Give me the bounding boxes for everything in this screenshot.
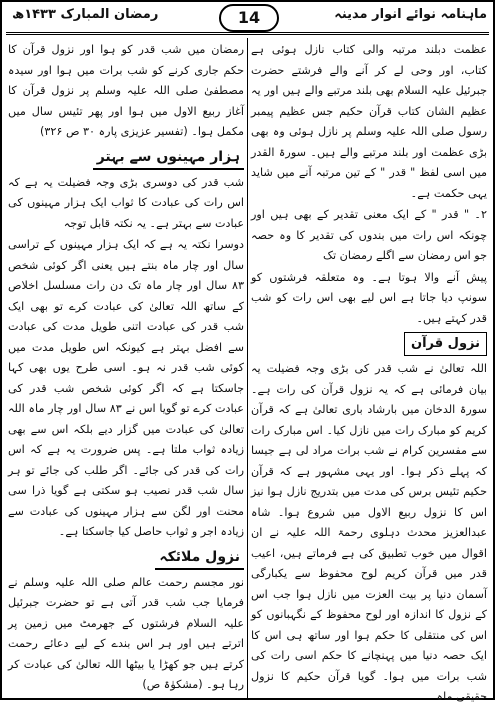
paragraph: رمضان میں شب قدر کو ہوا اور نزول قرآن کا حکم جاری کرنے کو شب برات میں ہوا اور سیدہ مصطفیٰ صلی اللہ علیہ وسلم پر نزول قرآن کا آغاز ربیع الاول میں ہوا اور پھر تئیس سال میں مکمل ہوا۔ (تفسیر عزیزی پارہ ۳۰ ص ۳۲۶) bbox=[8, 43, 244, 138]
heading-text: نزول ملائکہ bbox=[155, 546, 244, 570]
section-heading bbox=[8, 546, 244, 570]
paragraph: نور مجسم رحمت عالم صلی اللہ علیہ وسلم نے فرمایا جب شب قدر آتی ہے تو حضرت جبرئیل علیہ السلام فرشتوں کے جھرمٹ میں زمین پر اترتے ہیں اور ہر اس بندے کے لیے دعائے رحمت کرتے ہیں جو کھڑا یا بیٹھا اللہ تعالیٰ کی عبادت کر رہا ہو۔ (مشکوٰۃ ص) bbox=[8, 575, 244, 691]
section-heading bbox=[251, 332, 487, 356]
header-rule bbox=[6, 32, 489, 35]
magazine-title: ماہنامہ نوائے انوار مدینہ bbox=[334, 7, 487, 22]
paragraph: عظمت دبلند مرتبہ والی کتاب نازل ہوئی ہے کتاب، اور وحی لے کر آنے والے فرشتے حضرت جبرئیل علیہ السلام بھی بلند مرتبے والے ہیں اور یہ عظیم الشان کتاب قرآن حکیم جس عظیم پیمبر رسول صلی اللہ علیہ وسلم پر نازل ہوئی وہ بھی بڑی عظمت اور بلند مرتبے والے ہیں۔ سورۃ القدر میں اسی لفظ " قدر " کے تین مرتبہ آنے میں شاید یہی حکمت ہے۔ bbox=[251, 43, 487, 200]
page-number: 14 bbox=[219, 4, 279, 32]
issue-date: رمضان المبارک ۱۴۳۳ھ bbox=[12, 7, 159, 22]
right-column bbox=[251, 40, 487, 709]
section-heading bbox=[8, 146, 244, 170]
heading-text: ہزار مہینوں سے بہتر bbox=[93, 146, 244, 170]
paragraph: پیش آنے والا ہوتا ہے۔ وہ متعلقہ فرشتوں کو سونپ دیا جاتا ہے اس لیے بھی اس رات کو شب قدر کہتے ہیں۔ bbox=[251, 270, 487, 325]
paragraph: ۲۔ " قدر " کے ایک معنی تقدیر کے بھی ہیں اور چونکہ اس رات میں بندوں کی تقدیر کا وہ حصہ جو اس رمضان سے اگلے رمضان تک bbox=[251, 208, 487, 262]
paragraph: دوسرا نکتہ یہ ہے کہ ایک ہزار مہینوں کے تراسی سال اور چار ماہ بنتے ہیں یعنی اگر کوئی شخص ۸۳ سال اور چار ماہ تک دن رات مسلسل اخلاص کے ساتھ اللہ تعالیٰ کی عبادت کرے تو بھی ایک شب قدر کی عبادت اتنی طویل مدت کی عبادت سے افضل بہتر ہے کیونکہ اس طویل مدت میں کوئی شب قدر نہ ہو۔ اسی طرح یوں بھی کہا جاسکتا ہے کہ اگر کوئی شخص شب قدر کی عبادت کرے تو گویا اس نے ۸۳ سال اور چار ماہ اللہ تعالیٰ کی عبادت میں گزار دیے بلکہ اس سے بھی زیادہ ثواب ملتا ہے۔ پس ضرورت یہ ہے کہ اس رات کی قدر کی جائے۔ اگر طلب کی جائے تو ہر سال شب قدر نصیب ہو سکتی ہے گویا ذرا سی محنت اور لگن سے ہزار مہینوں کی عبادت سے زیادہ اجر و ثواب حاصل کیا جاسکتا ہے۔ bbox=[8, 238, 244, 538]
paragraph: شب قدر کی دوسری بڑی وجہ فضیلت یہ ہے کہ اس رات کی عبادت کا ثواب ایک ہزار مہینوں کی عبادت سے بہتر ہے۔ یہ نکتہ قابل توجہ bbox=[8, 175, 244, 230]
column-divider bbox=[247, 38, 248, 698]
paragraph: اللہ تعالیٰ نے شب قدر کی بڑی وجہ فضیلت یہ بیان فرمائی ہے کہ یہ نزول قرآن کی رات ہے۔ سورۃ الدخان میں بارشاد باری تعالیٰ ہے کہ قرآن کریم کو مبارک رات میں نازل کیا۔ اس مبارک رات سے مفسرین کرام نے شب برات مراد لی ہے جیسا کہ پہلے ذکر ہوا۔ اور یہی مشہور ہے کہ قرآن حکیم تئیس برس کی مدت میں بتدریج نازل ہوا نیز اس کا نزول ربیع الاول میں شروع ہوا۔ شاہ عبدالعزیز محدث دہلوی رحمۃ اللہ علیہ نے ان اقوال میں خوب تطبیق کی ہے فرماتے ہیں، اعیب قدر میں قرآن کریم لوح محفوظ سے یکبارگی آسمان دنیا پر بیت العزت میں نازل ہوا جب اس کے نزول کا اندازہ اور لوح محفوظ کے نگہبانوں کو اس کی منتقلی کا حکم ہوا اور ساتھ ہی اس کا ایک حصہ دنیا میں پہنچانے کا حکم اسی رات کی شب برات میں ہوا۔ گویا قرآن حکیم کا نزول حقیقی ماہ bbox=[251, 362, 487, 703]
heading-text: نزول قرآن bbox=[404, 332, 487, 356]
left-column bbox=[8, 40, 244, 697]
page-header bbox=[2, 2, 493, 32]
